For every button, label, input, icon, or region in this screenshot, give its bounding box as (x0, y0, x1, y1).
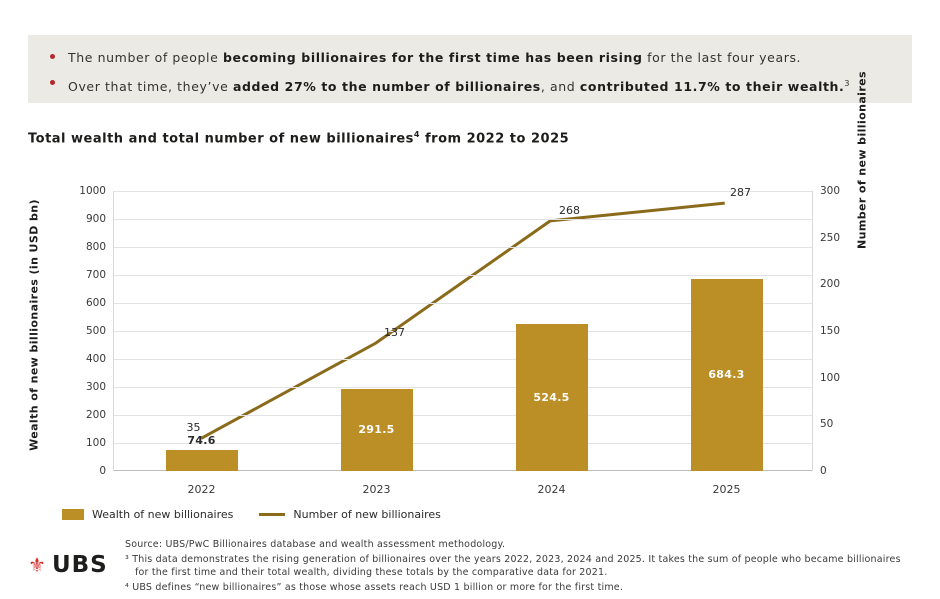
line-path (201, 203, 725, 438)
x-axis-tick: 2023 (362, 483, 391, 496)
line-value-label: 137 (384, 326, 405, 340)
y-axis-tick-left: 600 (85, 297, 106, 309)
bar (166, 434, 238, 471)
ubs-logo (28, 552, 108, 578)
y-axis-tick-left: 900 (85, 213, 106, 225)
footnote-source: Source: UBS/PwC Billionaires database and wealth assessment methodology. (125, 539, 506, 550)
y-axis-tick-left: 700 (85, 269, 106, 281)
callout-list (46, 45, 894, 100)
y-axis-tick-left: 500 (85, 325, 106, 337)
y-axis-tick-left: 800 (85, 241, 106, 253)
legend-item-bar (62, 508, 233, 521)
y-axis-tick-right: 200 (820, 278, 841, 291)
y-axis-tick-right: 100 (820, 371, 841, 384)
line-value-label: 287 (730, 186, 751, 200)
y-axis-tick-right: 0 (820, 465, 827, 477)
gridline (114, 219, 812, 220)
y-axis-tick-left: 100 (85, 437, 106, 449)
bar (691, 279, 763, 471)
callout-bullet-1-text (68, 50, 801, 65)
y-axis-label-left: Wealth of new billionaires (in USD bn) (27, 199, 41, 451)
legend-bar-swatch-icon (62, 509, 84, 520)
callout-text-run: Over that time, they’ve (68, 79, 233, 95)
gridline (114, 275, 812, 276)
chart-title (28, 130, 569, 146)
bullet-dot-icon (50, 80, 55, 85)
bar-value-label: 291.5 (358, 423, 395, 437)
callout-text-run: for the last four years. (642, 50, 802, 65)
gridline (114, 191, 812, 192)
chart-title-main: Total wealth and total number of new billionaires (28, 131, 414, 147)
bar (516, 324, 588, 471)
callout-bullet-2 (46, 71, 894, 100)
y-axis-tick-right: 250 (820, 231, 841, 244)
callout-text-run: 3 (844, 79, 851, 88)
y-axis-tick-left: 0 (99, 465, 106, 477)
chart-area (28, 175, 912, 505)
ubs-wordmark: UBS (51, 552, 108, 578)
callout-text-run: contributed 11.7% to their wealth. (579, 79, 845, 95)
legend-item-line (259, 508, 441, 521)
x-axis-tick: 2024 (537, 483, 566, 496)
line-value-label: 35 (186, 421, 201, 435)
callout-bullet-2-text (68, 79, 850, 94)
callout-text-run: becoming billionaires for the first time has been rising (222, 50, 643, 65)
bar-value-label: 74.6 (187, 434, 216, 448)
plot-region (79, 185, 841, 496)
chart-title-tail: from 2022 to 2025 (420, 131, 570, 147)
footnotes (125, 538, 915, 595)
chart-title-superscript: 4 (413, 130, 420, 139)
y-axis-tick-left: 200 (85, 409, 106, 421)
y-axis-tick-right: 50 (820, 418, 834, 431)
y-axis-tick-left: 400 (85, 353, 106, 365)
y-axis-tick-left: 1000 (79, 185, 106, 197)
callout-text-run: , and (540, 79, 580, 95)
y-axis-tick-right: 300 (820, 185, 841, 197)
legend-item-bar-label: Wealth of new billionaires (92, 508, 234, 521)
bar (341, 389, 413, 471)
callout-bullet-1 (46, 45, 894, 71)
y-axis-tick-left: 300 (85, 381, 106, 393)
line-value-label: 268 (559, 203, 580, 217)
chart-legend (62, 508, 441, 521)
legend-line-swatch-icon (259, 513, 285, 516)
gridline (114, 247, 812, 248)
callout-text-run: The number of people (68, 50, 223, 65)
ubs-keys-icon: ⚜ (28, 553, 46, 577)
bar-value-label: 524.5 (533, 390, 570, 404)
x-axis-tick: 2022 (187, 483, 216, 496)
callout-text-run: added 27% to the number of billionaires (232, 79, 541, 95)
bar-value-label: 684.3 (708, 368, 745, 382)
x-axis-tick: 2025 (712, 483, 741, 496)
footnote-4: ⁴ UBS defines “new billionaires” as those whose assets reach USD 1 billion or more for the first time. (125, 581, 624, 593)
callout-box (28, 35, 912, 103)
y-axis-label-right: Number of new billionaires (855, 71, 869, 249)
footnote-3: ³ This data demonstrates the rising generation of billionaires over the years 2022, 2023, 2024 and 2025. It takes the sum of people who became billionaires for the first time and their total wealth, dividing these totals by the comparative data for 2021. (125, 553, 901, 578)
bullet-dot-icon (50, 54, 55, 59)
y-axis-tick-right: 150 (820, 325, 841, 337)
legend-item-line-label: Number of new billionaires (293, 508, 441, 521)
